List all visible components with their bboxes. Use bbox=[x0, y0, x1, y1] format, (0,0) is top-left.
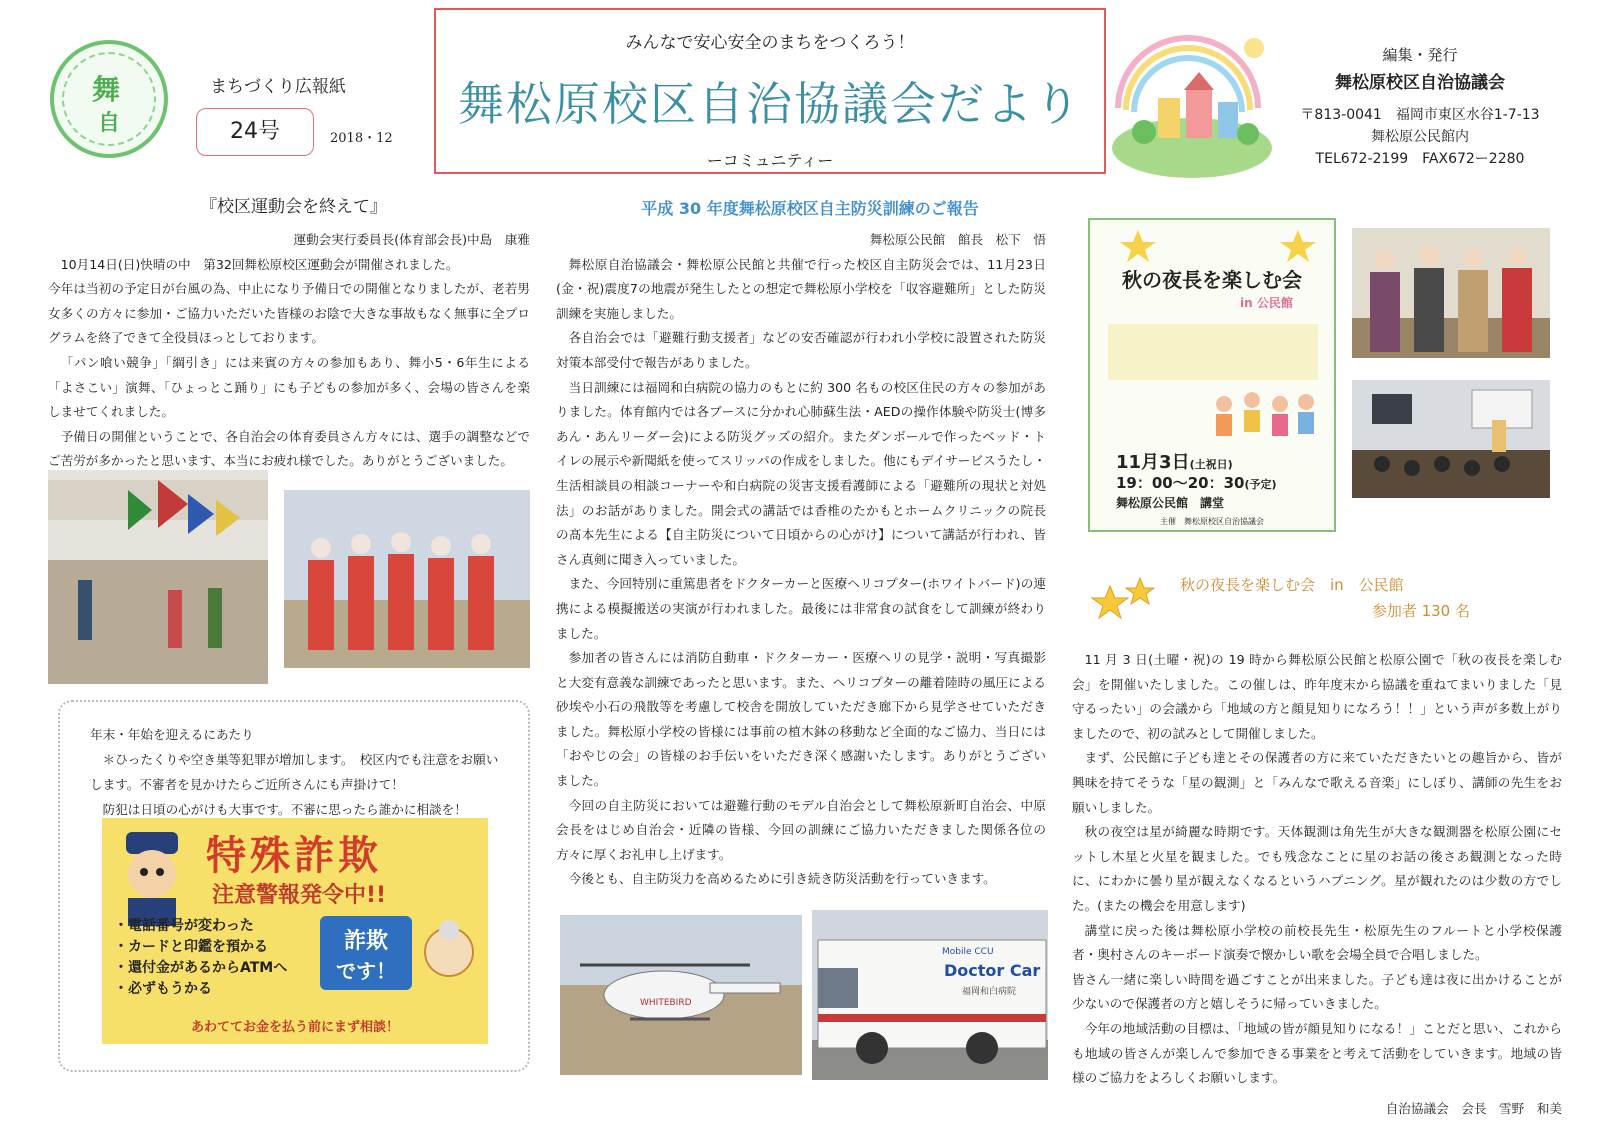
sports-day-article bbox=[48, 228, 530, 474]
autumn-night-attendance: 参加者 130 名 bbox=[1371, 602, 1470, 620]
drill-paragraph: 今後とも、自主防災力を高めるために引き続き防災活動を行っていきます。 bbox=[568, 871, 996, 887]
publisher-label: 編集・発行 bbox=[1382, 46, 1458, 64]
sports-day-lead: 10月14日(日)快晴の中 第32回舞松原校区運動会が開催されました。 bbox=[60, 256, 459, 272]
newsletter-subtitle: ーコミュニティー bbox=[706, 151, 834, 170]
event-poster bbox=[1088, 218, 1336, 532]
doctor-car-label: 福岡和白病院 bbox=[962, 987, 1017, 997]
fraud-badge-line: 詐欺 bbox=[343, 929, 388, 954]
sports-day-byline: 運動会実行委員長(体育部会長)中島 康雅 bbox=[293, 232, 530, 247]
fraud-list bbox=[114, 916, 287, 1000]
poster-date-note: (土祝日) bbox=[1189, 458, 1233, 471]
poster-venue: 舞松原公民館 講堂 bbox=[1116, 496, 1225, 510]
poster-fine-print bbox=[1108, 324, 1318, 380]
helicopter-photo bbox=[560, 915, 802, 1075]
doctor-car-photo bbox=[812, 910, 1048, 1080]
issue-date: 2018・12 bbox=[330, 131, 393, 146]
autumn-paragraph: 講堂に戻った後は舞松原小学校の前校長先生・松原先生のフルートと小学校保護者・奥村さんのキーボード演奏で懐かしい歌を会場全員で合唱しました。 bbox=[1072, 922, 1562, 963]
star-icon bbox=[1118, 226, 1318, 266]
publisher-address: 〒813-0041 福岡市東区水谷1-7-13 bbox=[1300, 107, 1540, 123]
doctor-car-label: Doctor Car bbox=[944, 961, 1041, 980]
publisher-phone: TEL672-2199 FAX672ー2280 bbox=[1315, 151, 1525, 167]
star-icon bbox=[1090, 572, 1160, 632]
poster-date-value: 11月3日 bbox=[1116, 452, 1190, 473]
town-illustration bbox=[1108, 28, 1276, 178]
publisher-info bbox=[1290, 44, 1550, 170]
poster-time-note: (予定) bbox=[1244, 478, 1277, 491]
fraud-item: ・電話番号が変わった bbox=[114, 918, 254, 934]
logo-char-bottom: 自 bbox=[98, 111, 121, 136]
notice-line: ＊ひったくりや空き巣等犯罪が増加します。 校区内でも注意をお願いします。不審者を見かけたらご近所さんにも声掛けて！ bbox=[90, 752, 499, 792]
event-group-photo bbox=[1352, 228, 1550, 358]
sports-day-paragraph: 予備日の開催ということで、各自治会の体育委員さん方々には、選手の調整などでご苦労が多かったと思います、本当にお疲れ様でした。ありがとうございました。 bbox=[48, 428, 530, 469]
drill-paragraph: 当日訓練には福岡和白病院の協力のもとに約 300 名もの校区住民の方々の参加がありました。体育館内では各ブースに分かれ心肺蘇生法・AEDの操作体験や防災士(博多あん・あんリーダー会)による防災グッズの紹介。またダンボールで作ったベッド・トイレの展示や新聞紙を使ってスリッパの作成をしました。他にもデイサービスうたし・生活相談員の相談コーナーや和白病院の災害支援看護師による「避難所の現状と対処法」のお話がありました。開会式の講話では香椎のたかもとホームクリニックの院長の髙本先生による【自主防災について日頃からの心がけ】について講話が行われ、皆さん真剣に聞き入っていました。 bbox=[556, 379, 1046, 567]
poster-title: 秋の夜長を楽しむ会 bbox=[1122, 268, 1302, 292]
helicopter-text: WHITEBIRD bbox=[640, 998, 692, 1008]
fraud-title: 特殊詐欺 bbox=[206, 833, 382, 879]
grandma-icon bbox=[418, 918, 480, 992]
poster-sponsor: 主催 舞松原校区自治協議会 bbox=[1160, 517, 1264, 526]
autumn-paragraph: 今年の地域活動の目標は、「地域の皆が顔見知りになる！」ことだと思い、これからも地域の皆さんが楽しんで参加できる事業をと考えて活動をしていきます。地域の皆様のご協力をよろしくお願いします。 bbox=[1072, 1020, 1562, 1086]
tagline: みんなで安心安全のまちをつくろう！ bbox=[625, 33, 915, 53]
masthead-box bbox=[434, 8, 1106, 174]
sports-day-flags-photo bbox=[48, 470, 268, 684]
autumn-signature: 自治協議会 会長 雪野 和美 bbox=[1385, 1100, 1562, 1116]
doctor-car-label: Mobile CCU bbox=[942, 947, 994, 957]
notice-text bbox=[90, 722, 510, 822]
autumn-paragraph: 秋の夜空は星が綺麗な時期です。天体観測は角先生が大きな観測器を松原公園にセットし木星と火星を観ました。でも残念なことに星のお話の後さあ観測となった時に、にわかに曇り星が観えなくなるというハプニング。星が観れたのは少数の方でした。(またの機会を用意します) bbox=[1072, 824, 1562, 913]
notice-title: 年末・年始を迎えるにあたり bbox=[90, 727, 254, 742]
fraud-badge bbox=[320, 916, 412, 990]
autumn-paragraph: 11 月 3 日(土曜・祝)の 19 時から舞松原公民館と松原公園で「秋の夜長を楽しむ会」を開催いたしました。この催しは、昨年度末から協議を重ねてまいりました「見守るったい」の会議から「地域の方と顔見知りになろう！！」という声が多数上がりましたので、初の試みとして開催しました。 bbox=[1072, 652, 1562, 741]
paper-label: まちづくり広報紙 bbox=[210, 77, 346, 97]
disaster-drill-article bbox=[556, 228, 1046, 892]
poster-tag: in 公民館 bbox=[1240, 296, 1293, 310]
sports-day-paragraph: 今年は当初の予定日が台風の為、中止になり予備日での開催となりましたが、老若男女多くの方々に参加・ご協力いただいた皆様のお陰で大きな事故もなく無事に全プログラムを終了できて全役員ほっとしております。 bbox=[48, 281, 530, 346]
notice-line: 防犯は日頃の心がけも大事です。不審に思ったら誰かに相談を！ bbox=[102, 802, 467, 817]
sports-day-paragraph: 「パン喰い競争」「綱引き」には来賓の方々の参加もあり、舞小5・6年生による「よさこい」演舞、「ひょっとこ踊り」にも子どもの参加が多く、会場の皆さんを楽しませてくれました。 bbox=[48, 354, 530, 420]
drill-paragraph: 参加者の皆さんには消防自動車・ドクターカー・医療ヘリの見学・説明・写真撮影と大変有意義な訓練であったと思います。また、ヘリコプターの離着陸時の風圧による砂埃や小石の飛散等を考慮して校舎を開放していただき廊下から見学させていただきました。舞松原小学校の皆様には事前の植木鉢の移動など全面的なご協力、当日には「おやじの会」の皆様のお手伝いをいただき深く感謝いたします。ありがとうございました。 bbox=[556, 650, 1046, 789]
sports-day-costume-photo bbox=[284, 490, 530, 668]
autumn-night-heading bbox=[1180, 572, 1510, 624]
drill-paragraph: また、今回特別に重篤患者をドクターカーと医療ヘリコプター(ホワイトバード)の連携による模擬搬送の実演が行われました。最後には非常食の試食をして訓練が終わりました。 bbox=[556, 576, 1046, 641]
drill-paragraph: 舞松原自治協議会・舞松原公民館と共催で行った校区自主防災会では、11月23日(金・祝)震度7の地震が発生したとの想定で舞松原小学校を「収容避難所」とした防災訓練を実施しました。 bbox=[556, 256, 1046, 321]
publisher-org: 舞松原校区自治協議会 bbox=[1335, 73, 1505, 93]
fraud-subtitle: 注意警報発令中!! bbox=[212, 883, 387, 908]
fraud-warning-banner bbox=[102, 818, 488, 1044]
issue-number: 24号 bbox=[196, 108, 314, 156]
poster-date bbox=[1116, 448, 1233, 474]
event-concert-photo bbox=[1352, 380, 1550, 498]
police-officer-icon bbox=[112, 828, 192, 928]
disaster-drill-heading: 平成 30 年度舞松原校区自主防災訓練のご報告 bbox=[641, 199, 979, 218]
autumn-paragraph: まず、公民館に子ども達とその保護者の方に来ていただきたいとの趣旨から、皆が興味を持てそうな「星の観測」と「みんなで歌える音楽」にしぼり、講師の先生をお願いしました。 bbox=[1072, 750, 1562, 815]
children-icon bbox=[1210, 384, 1320, 450]
autumn-night-title: 秋の夜長を楽しむ会 in 公民館 bbox=[1180, 576, 1404, 594]
autumn-paragraph: 皆さん一緒に楽しい時間を過ごすことが出来ました。子ども達は夜に出かけることが少ないので保護者の方と嬉しそうに帰っていきました。 bbox=[1072, 971, 1562, 1012]
fraud-item: ・カードと印鑑を預かる bbox=[114, 939, 268, 955]
newsletter-title: 舞松原校区自治協議会だより bbox=[458, 77, 1082, 131]
logo-char-top: 舞 bbox=[92, 73, 121, 106]
fraud-footer: あわててお金を払う前にまず相談！ bbox=[190, 1020, 399, 1035]
drill-paragraph: 今回の自主防災においては避難行動のモデル自治会として舞松原新町自治会、中原会長をはじめ自治会・近隣の皆様、今回の訓練にご協力いただきました関係各位の方々に厚くお礼申し上げます。 bbox=[556, 797, 1046, 862]
drill-paragraph: 各自治会では「避難行動支援者」などの安否確認が行われ小学校に設置された防災対策本部受付で報告がありました。 bbox=[556, 330, 1046, 370]
association-logo bbox=[50, 40, 168, 158]
poster-time-value: 19：00〜20：30 bbox=[1116, 474, 1245, 492]
disaster-drill-byline: 舞松原公民館 館長 松下 悟 bbox=[869, 232, 1046, 247]
fraud-item: ・必ずもうかる bbox=[114, 981, 212, 997]
autumn-night-article bbox=[1072, 648, 1562, 1121]
publisher-venue: 舞松原公民館内 bbox=[1371, 129, 1469, 145]
poster-time bbox=[1116, 472, 1277, 493]
fraud-item: ・還付金があるからATMへ bbox=[114, 960, 288, 976]
sports-day-heading: 『校区運動会を終えて』 bbox=[200, 197, 387, 217]
fraud-badge-line: です！ bbox=[336, 959, 396, 983]
